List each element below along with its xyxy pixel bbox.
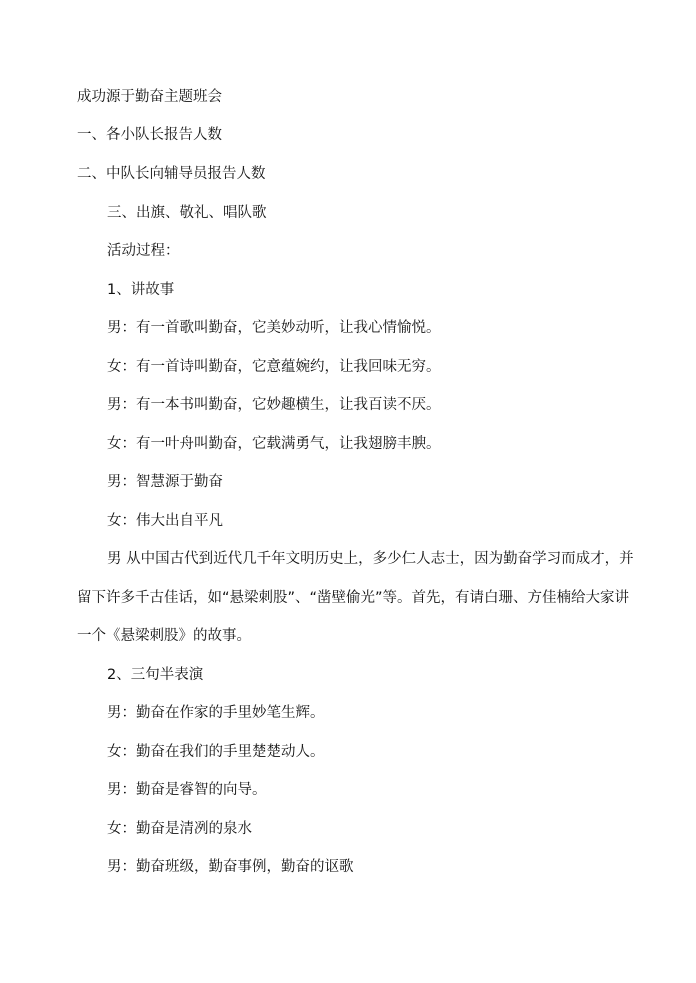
text-line: 活动过程： [107,243,180,259]
text-line: 男：有一本书叫勤奋，它妙趣横生，让我百读不厌。 [107,397,441,413]
text-line: 男：勤奋在作家的手里妙笔生辉。 [107,705,325,721]
story-paragraph: 男 从中国古代到近代几千年文明历史上，多少仁人志士，因为勤奋学习而成才，并留下许多千古佳话，如“悬梁刺股”、“凿壁偷光”等。首先，有请白珊、方佳楠给大家讲一个《悬梁刺股》的故事。 [77,551,634,644]
text-line: 女：有一首诗叫勤奋，它意蕴婉约，让我回味无穷。 [107,359,441,375]
text-line: 男：有一首歌叫勤奋，它美妙动听，让我心情愉悦。 [107,320,441,336]
text-line: 女：有一叶舟叫勤奋，它载满勇气，让我翅膀丰腴。 [107,436,441,452]
text-line: 男：勤奋是睿智的向导。 [107,782,267,798]
text-line: 女：伟大出自平凡 [107,513,223,529]
text-line: 二、中队长向辅导员报告人数 [77,166,266,182]
text-line: 男：智慧源于勤奋 [107,474,223,490]
text-line: 女：勤奋是清冽的泉水 [107,821,252,837]
text-line: 女：勤奋在我们的手里楚楚动人。 [107,744,325,760]
text-line: 1、讲故事 [107,282,175,298]
text-line: 2、三句半表演 [107,667,204,683]
document-title: 成功源于勤奋主题班会 [77,89,222,105]
text-line: 三、出旗、敬礼、唱队歌 [107,205,267,221]
text-line: 一、各小队长报告人数 [77,127,222,143]
text-line: 男：勤奋班级，勤奋事例，勤奋的讴歌 [107,859,354,875]
